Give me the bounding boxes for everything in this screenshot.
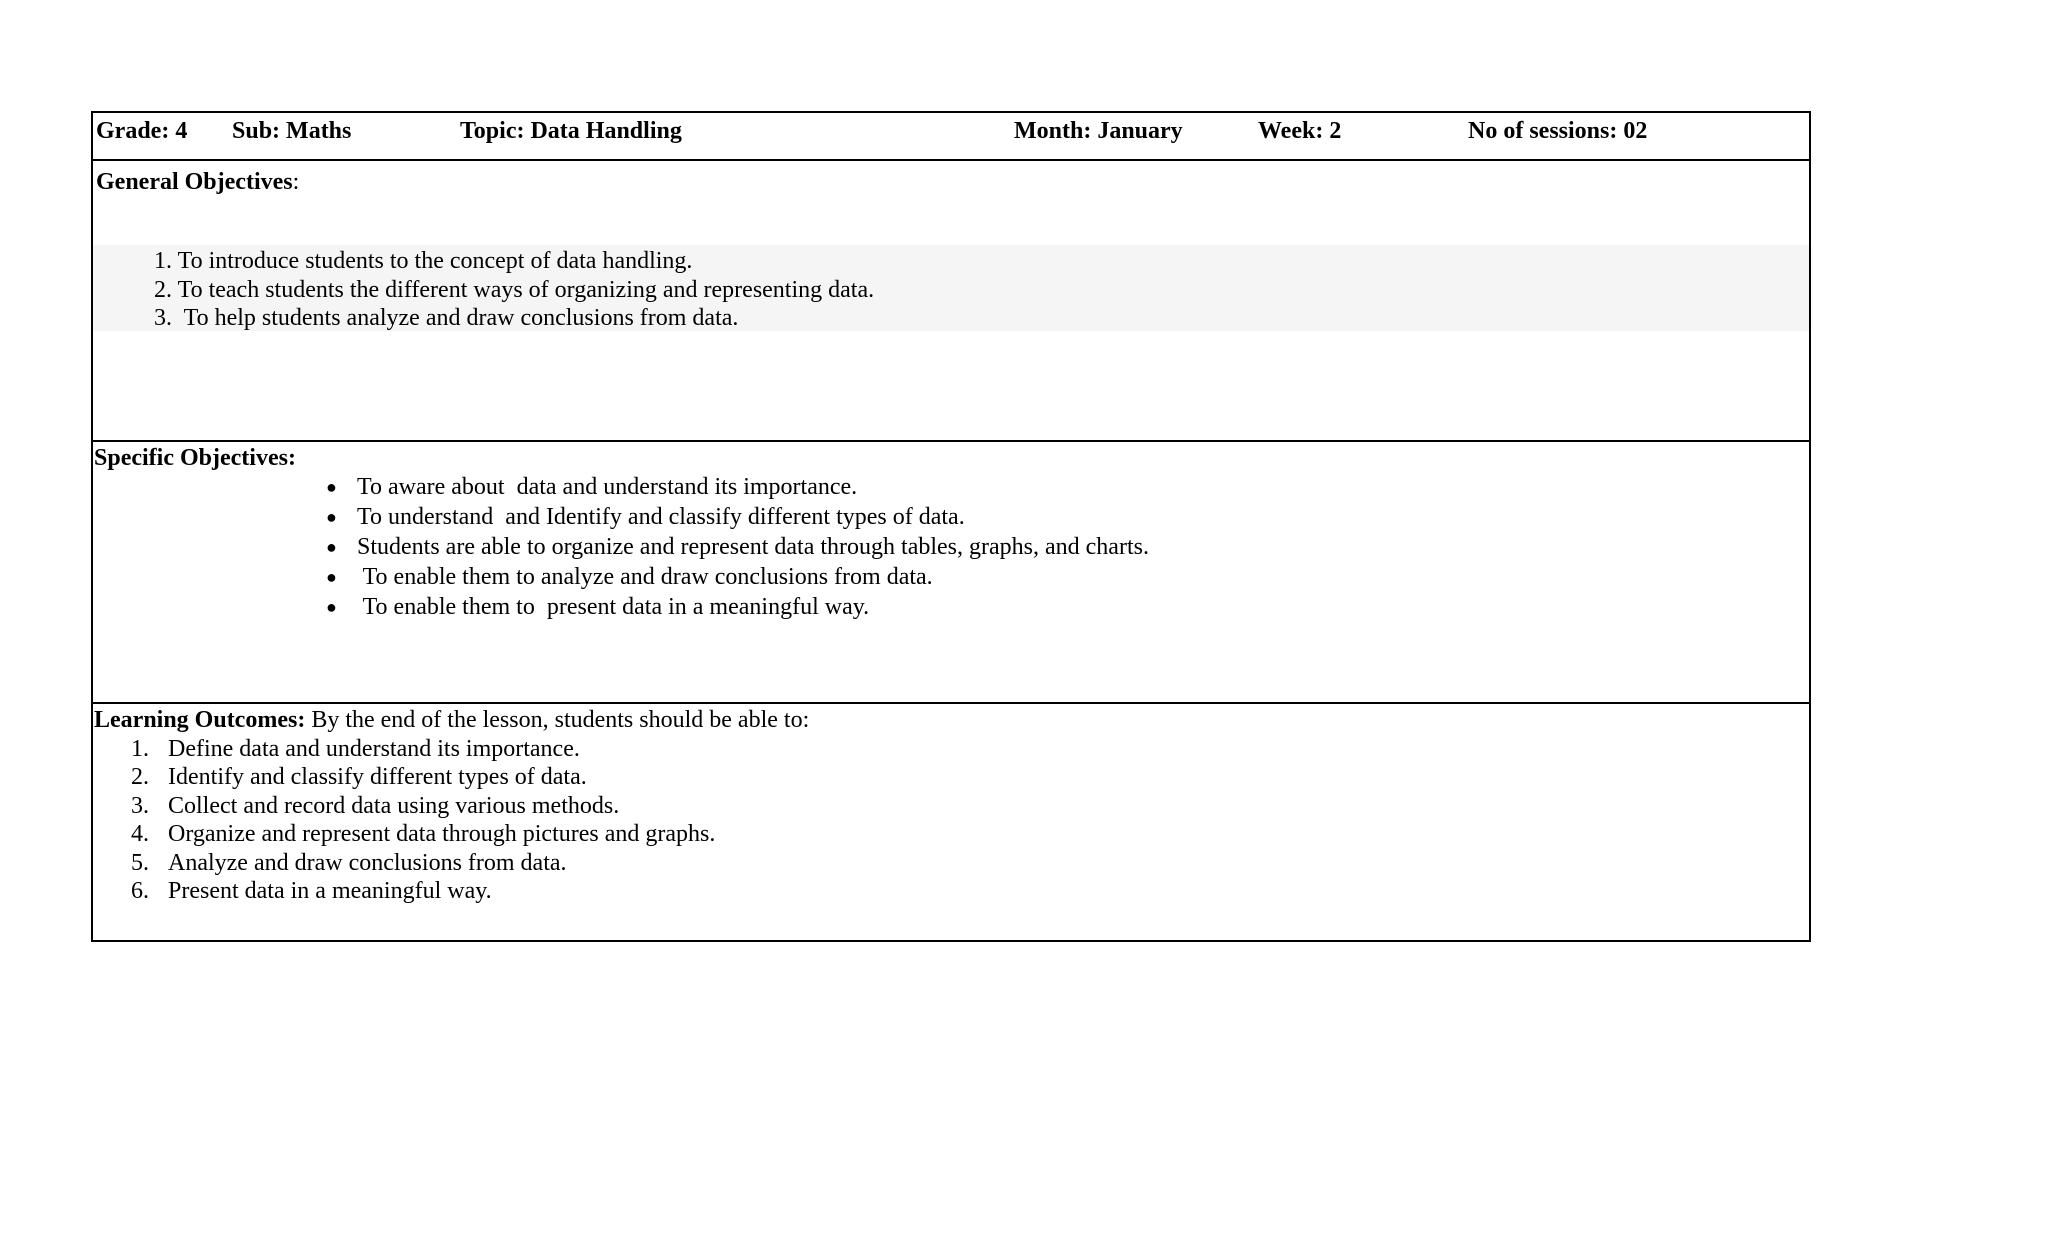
list-item — [326, 472, 1149, 502]
month-label: Month: January — [1014, 118, 1183, 144]
specific-objectives-list — [326, 472, 1149, 622]
list-item — [131, 849, 715, 877]
list-item-text: Present data in a meaningful way. — [168, 878, 492, 905]
learning-outcomes-intro — [94, 707, 809, 734]
list-item — [326, 532, 1149, 562]
list-item-number: 2. — [154, 276, 172, 303]
learning-outcomes-list — [131, 735, 715, 905]
list-item — [131, 820, 715, 848]
list-item — [154, 276, 874, 305]
list-item — [326, 502, 1149, 532]
bullet-icon: ● — [326, 567, 337, 587]
list-item-number: 4. — [131, 821, 149, 848]
list-item — [326, 592, 1149, 622]
learning-outcomes-section — [93, 704, 1809, 940]
header-row — [93, 113, 1809, 161]
week-label: Week: 2 — [1258, 118, 1342, 144]
list-item-text: Identify and classify different types of data. — [168, 764, 587, 791]
specific-objectives-section — [93, 442, 1809, 704]
bullet-icon: ● — [326, 597, 337, 617]
list-item-text: Organize and represent data through pictures and graphs. — [168, 821, 716, 848]
list-item-text: To enable them to present data in a meaningful way. — [357, 594, 870, 620]
list-item — [131, 763, 715, 791]
bullet-icon: ● — [326, 507, 337, 527]
grade-label: Grade: 4 — [96, 118, 188, 144]
list-item-number: 5. — [131, 849, 149, 876]
list-item-text: Students are able to organize and represent data through tables, graphs, and charts. — [357, 534, 1149, 560]
list-item — [154, 304, 874, 333]
general-objectives-heading-text: General Objectives — [96, 169, 293, 195]
bullet-icon: ● — [326, 477, 337, 497]
list-item-text: To help students analyze and draw conclusions from data. — [183, 305, 739, 331]
list-item-text: Analyze and draw conclusions from data. — [168, 849, 567, 876]
bullet-icon: ● — [326, 537, 337, 557]
list-item-number: 1. — [131, 736, 149, 762]
list-item-text: Define data and understand its importance. — [168, 736, 580, 762]
list-item — [131, 877, 715, 905]
list-item-number: 6. — [131, 878, 149, 905]
list-item — [131, 792, 715, 820]
list-item — [326, 562, 1149, 592]
list-item-number: 3. — [154, 305, 172, 331]
general-objectives-heading — [96, 169, 299, 196]
list-item — [131, 735, 715, 763]
list-item-text: Collect and record data using various methods. — [168, 792, 620, 819]
learning-outcomes-intro-text: By the end of the lesson, students should be able to: — [305, 707, 810, 733]
specific-objectives-heading: Specific Objectives: — [94, 445, 296, 471]
list-item-number: 3. — [131, 792, 149, 819]
list-item-text: To aware about data and understand its importance. — [357, 474, 858, 500]
list-item-text: To understand and Identify and classify different types of data. — [357, 504, 965, 530]
list-item-number: 1. — [154, 248, 172, 274]
list-item-number: 2. — [131, 764, 149, 791]
lesson-plan-table — [91, 111, 1811, 942]
general-objectives-section — [93, 161, 1809, 442]
topic-label: Topic: Data Handling — [460, 118, 682, 144]
learning-outcomes-heading: Learning Outcomes: — [94, 707, 306, 733]
general-objectives-list — [154, 247, 874, 333]
list-item-text: To enable them to analyze and draw conclusions from data. — [357, 564, 933, 590]
sessions-label: No of sessions: 02 — [1468, 118, 1648, 144]
list-item-text: To introduce students to the concept of data handling. — [177, 248, 693, 274]
subject-label: Sub: Maths — [232, 118, 352, 144]
list-item-text: To teach students the different ways of organizing and representing data. — [177, 276, 875, 303]
list-item — [154, 247, 874, 276]
general-objectives-heading-colon: : — [292, 169, 300, 195]
